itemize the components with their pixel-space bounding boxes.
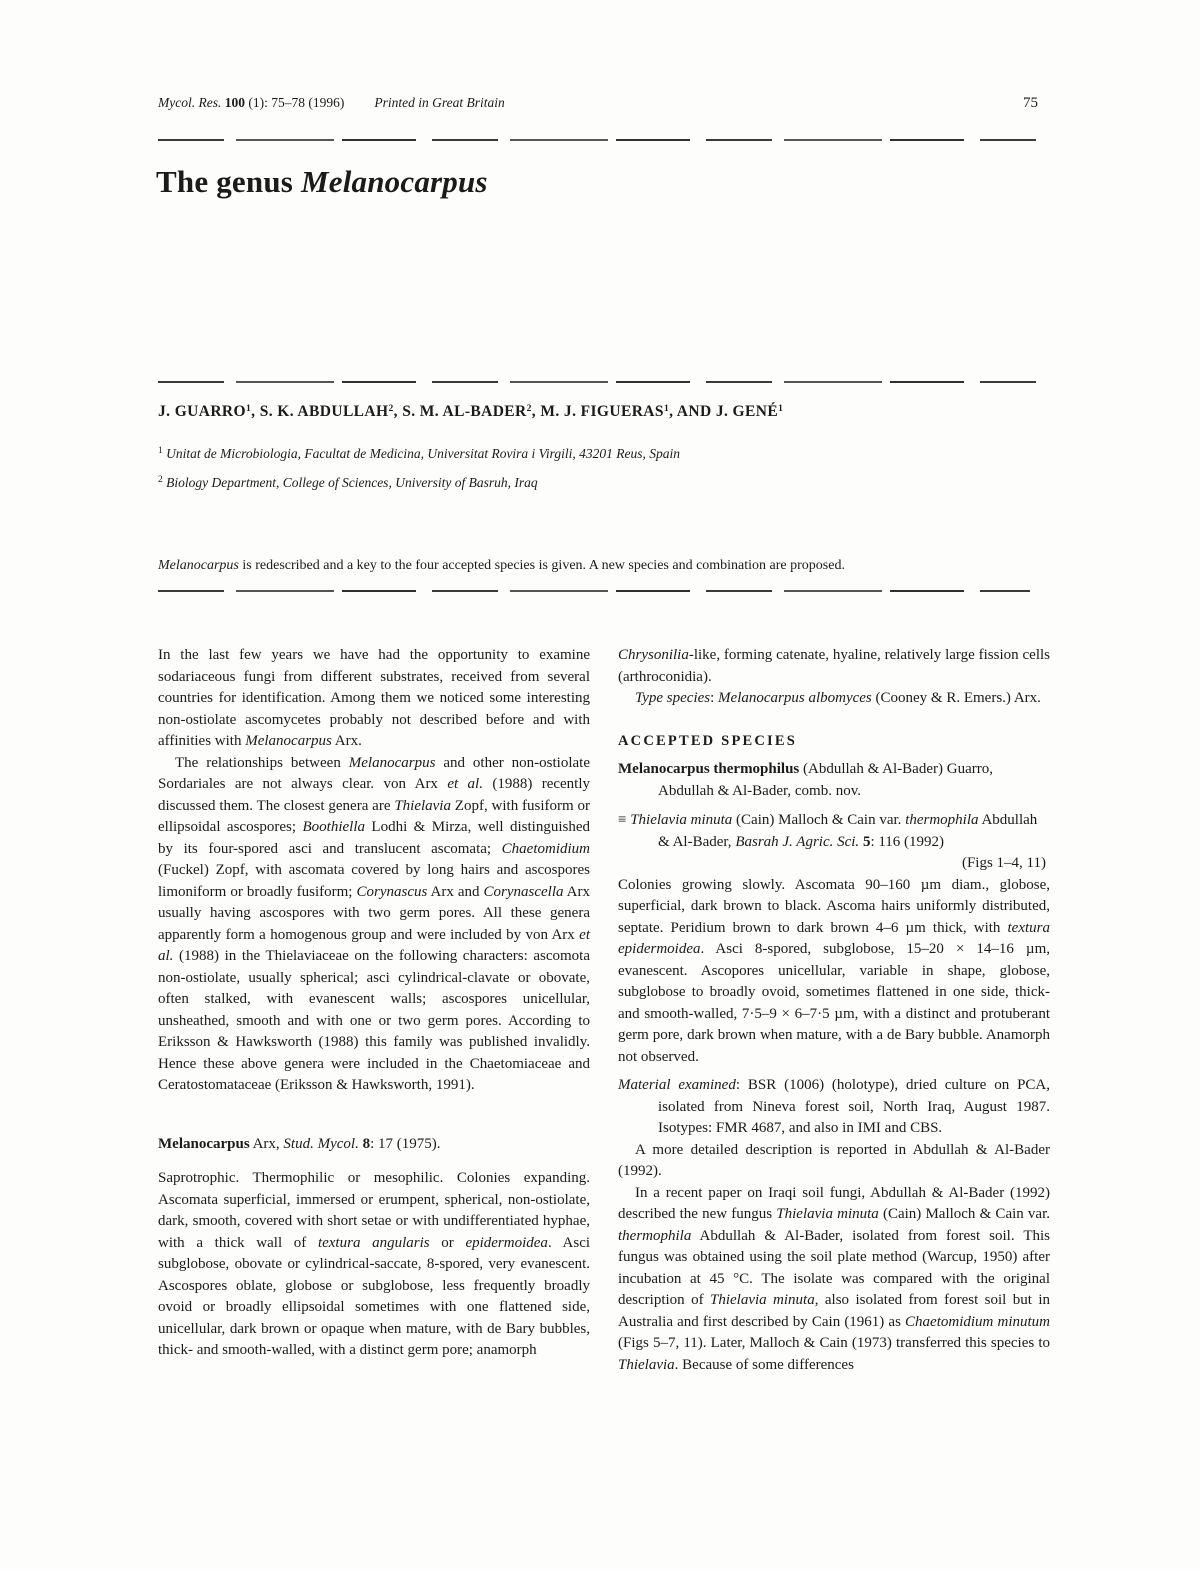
text-run: (Fuckel) Zopf, with ascomata covered by long hairs and ascospores limoniform or broadly fusiform; — [158, 862, 590, 900]
text-run: 8 — [362, 1135, 371, 1152]
text-run: Lodhi & Mirza, well distinguished by its four-spored asci and translucent ascomata; — [158, 819, 591, 857]
text-run: Melanocarpus — [300, 164, 488, 199]
text-run: -like, forming catenate, hyaline, relatively large fission cells (arthroconidia). — [618, 647, 1050, 685]
text-run: epidermoidea — [465, 1234, 548, 1251]
text-run: Melanocarpus — [158, 1135, 250, 1152]
text-run: Stud. Mycol. — [283, 1135, 359, 1152]
text-run: Arx and — [427, 883, 484, 900]
text-run: (Cain) Malloch & Cain var. — [732, 812, 906, 828]
text-run: : — [710, 690, 719, 706]
text-run: 1 — [158, 446, 163, 456]
text-run: Arx usually having ascospores with two germ pores. All these genera apparently form a homogenous group and were included by von Arx — [158, 883, 591, 943]
authors-divider-rule — [158, 381, 1036, 383]
text-run: Material examined — [618, 1077, 736, 1093]
text-run: Biology Department, College of Sciences, University of Basruh, Iraq — [166, 475, 538, 490]
left-column — [158, 645, 590, 1376]
article-title — [156, 164, 488, 200]
abstract-text — [158, 556, 1034, 575]
text-run: , also isolated from forest soil but in Australia and first described by Cain (1961) as — [618, 1292, 1051, 1330]
text-run: , AND J. GENÉ — [669, 403, 779, 420]
genus-heading — [158, 1134, 590, 1156]
species-description — [618, 875, 1050, 1069]
text-run: The relationships between — [175, 754, 349, 771]
text-run: , M. J. FIGUERAS — [531, 403, 664, 420]
authors-line — [158, 403, 1038, 421]
recent-paper-paragraph — [618, 1183, 1050, 1377]
text-run: Corynascus — [356, 883, 428, 900]
text-run: (1988) recently discussed them. The closest genera are — [158, 776, 591, 814]
text-run: 1 — [663, 404, 670, 414]
text-run: 1 — [246, 404, 252, 414]
genus-description — [158, 1168, 590, 1362]
article-body — [158, 645, 1050, 1376]
affiliations — [158, 438, 1038, 496]
text-run: J. GUARRO — [158, 403, 246, 420]
text-run: Melanocarpus — [348, 754, 436, 771]
text-run: textura epidermoidea — [618, 919, 1050, 957]
text-run: 1 — [778, 404, 784, 414]
text-run: Melanocarpus albomyces — [718, 690, 872, 706]
page-header — [158, 95, 1038, 112]
text-run: 2 — [158, 475, 163, 485]
text-run: Boothiella — [302, 819, 365, 835]
text-run: (Figs 1–4, 11) — [961, 855, 1046, 871]
text-run: Melanocarpus — [245, 733, 332, 749]
text-run: Chaetomidium minutum — [905, 1313, 1050, 1330]
text-run: 2 — [388, 404, 394, 414]
synonym-entry — [618, 810, 1050, 853]
text-run: Unitat de Microbiologia, Facultat de Medicina, Universitat Rovira i Virgili, 43201 Reus, Spain — [166, 446, 681, 461]
page-number: 75 — [1023, 95, 1038, 111]
abstract-divider-rule — [158, 590, 1030, 592]
affiliation-2 — [158, 467, 1038, 496]
text-run: : BSR (1006) (holotype), dried culture on PCA, isolated from Nineva forest soil, North Iraq, August 1987. Isotypes: FMR 4687, and also in IMI and CBS. — [658, 1077, 1050, 1136]
text-run: (Cain) Malloch & Cain var. — [878, 1206, 1051, 1222]
relationships-paragraph — [158, 753, 590, 1097]
text-run: (1988) in the Thielaviaceae on the following characters: ascomota non-ostiolate, usually spherical; asci cylindrical-clavate or obovate, often stalked, with evanescent walls; ascospores unicellular, unsheathed, smooth and with one or two germ pores. According to Eriksson & Hawksworth (1988) this family was published invalidly. Hence these above genera were included in the Chaetomiaceae and Ceratostomataceae (Eriksson & Hawksworth, 1991). — [158, 948, 590, 1093]
text-run: , S. K. ABDULLAH — [251, 403, 389, 420]
text-run: Basrah J. Agric. Sci. — [735, 833, 860, 850]
accepted-species-heading — [618, 731, 1050, 753]
text-run: (1): 75–78 (1996) — [244, 95, 345, 110]
text-run: Abdullah & Al-Bader, — [658, 812, 1038, 850]
text-run: : 17 (1975). — [370, 1135, 441, 1152]
text-run: Abdullah & Al-Bader, isolated from forest soil. This fungus was obtained using the soil plate method (Warcup, 1950) after incubation at 45 °C. The isolate was compared with the original description of — [618, 1227, 1050, 1308]
text-run: et al. — [158, 926, 590, 964]
text-run: Thielavia minuta — [709, 1292, 815, 1308]
text-run: Arx. — [331, 733, 362, 749]
text-run: 100 — [224, 95, 245, 110]
text-run: Chrysonilia — [618, 647, 689, 663]
text-run: , S. M. AL-BADER — [393, 403, 527, 420]
text-run: Mycol. Res. — [158, 95, 222, 110]
right-column — [618, 645, 1050, 1376]
text-run: : 116 (1992) — [870, 833, 945, 850]
text-run: Thielavia minuta — [630, 812, 733, 828]
text-run: ACCEPTED SPECIES — [618, 732, 798, 749]
text-run: Zopf, with fusiform or ellipsoidal ascospores; — [158, 797, 590, 835]
text-run: . Asci subglobose, obovate or cylindrical-saccate, 8-spored, very evanescent. Ascospores oblate, globose or subglobose, less frequently broadly ovoid or broadly ellipsoidal sometimes with one flattened side, unicellular, dark brown or opaque when mature, with de Bary bubbles, thick- and smooth-walled, with a distinct germ pore; anamorph — [158, 1234, 591, 1358]
text-run: et al. — [447, 776, 483, 792]
text-run: Type species — [635, 690, 711, 706]
text-run: Thielavia — [394, 797, 451, 814]
text-run: is redescribed and a key to the four accepted species is given. A new species and combination are proposed. — [238, 558, 845, 573]
text-run: . Asci 8-spored, subglobose, 15–20 × 14–16 µm, evanescent. Ascopores unicellular, variable in shape, globose, subglobose to broadly ovoid, sometimes flattened in one side, thick- and smooth-walled, 7·5–9 × 6–7·5 µm, with a distinct and protuberant germ pore, dark brown when mature, with a de Bary bubble. Anamorph not observed. — [618, 941, 1050, 1065]
intro-paragraph — [158, 645, 590, 753]
species-name-heading — [618, 759, 1050, 802]
text-run: thermophila — [618, 1227, 692, 1244]
text-run: Saprotrophic. Thermophilic or mesophilic. Colonies expanding. Ascomata superficial, immersed or erumpent, spherical, non-ostiolate, dark, smooth, covered with short setae or with undifferentiated hyphae, with a thick wall of — [158, 1170, 590, 1251]
text-run: . Because of some differences — [674, 1356, 854, 1373]
text-run: In a recent paper on Iraqi soil fungi, Abdullah & Al-Bader (1992) described the new fungus — [618, 1184, 1050, 1222]
anamorph-continuation — [618, 645, 1050, 688]
text-run: 5 — [862, 833, 871, 850]
text-run: A more detailed description is reported in Abdullah & Al-Bader (1992). — [618, 1141, 1050, 1179]
text-run: Melanocarpus thermophilus — [618, 761, 800, 777]
text-run: thermophila — [905, 812, 979, 828]
text-run: 2 — [526, 404, 532, 414]
text-run: or — [429, 1234, 466, 1251]
text-run: Thielavia — [618, 1356, 675, 1373]
text-run: Corynascella — [483, 883, 564, 900]
figs-reference — [618, 853, 1050, 875]
text-run: (Cooney & R. Emers.) Arx. — [871, 690, 1041, 706]
type-species — [618, 688, 1050, 710]
text-run: Printed in Great Britain — [374, 95, 505, 110]
affiliation-1 — [158, 438, 1038, 467]
text-run: Colonies growing slowly. Ascomata 90–160 µm diam., globose, superficial, dark brown to black. Ascoma hairs uniformly distributed, septate. Peridium brown to dark brown 4–6 µm thick, with — [618, 876, 1050, 936]
text-run: ≡ — [618, 812, 631, 828]
text-run: (Figs 5–7, 11). Later, Malloch & Cain (1973) transferred this species to — [618, 1335, 1050, 1351]
text-run: The genus — [156, 164, 301, 199]
text-run: textura angularis — [317, 1234, 430, 1251]
text-run: (Abdullah & Al-Bader) Guarro, Abdullah & Al-Bader, comb. nov. — [658, 761, 993, 799]
header-divider-rule — [158, 139, 1036, 141]
text-run: and other non-ostiolate Sordariales are not always clear. von Arx — [158, 754, 590, 792]
text-run: Thielavia minuta — [776, 1206, 879, 1222]
text-run: Melanocarpus — [158, 558, 239, 573]
detailed-description-note — [618, 1140, 1050, 1183]
material-examined — [618, 1075, 1050, 1140]
journal-reference — [158, 95, 505, 111]
text-run: Chaetomidium — [501, 840, 590, 857]
text-run: Arx, — [249, 1135, 284, 1152]
text-run: In the last few years we have had the opportunity to examine sodariaceous fungi from different substrates, received from several countries for identification. Among them we noticed some interesting non-ostiolate ascomycetes probably not described before and with affinities with — [158, 647, 590, 749]
